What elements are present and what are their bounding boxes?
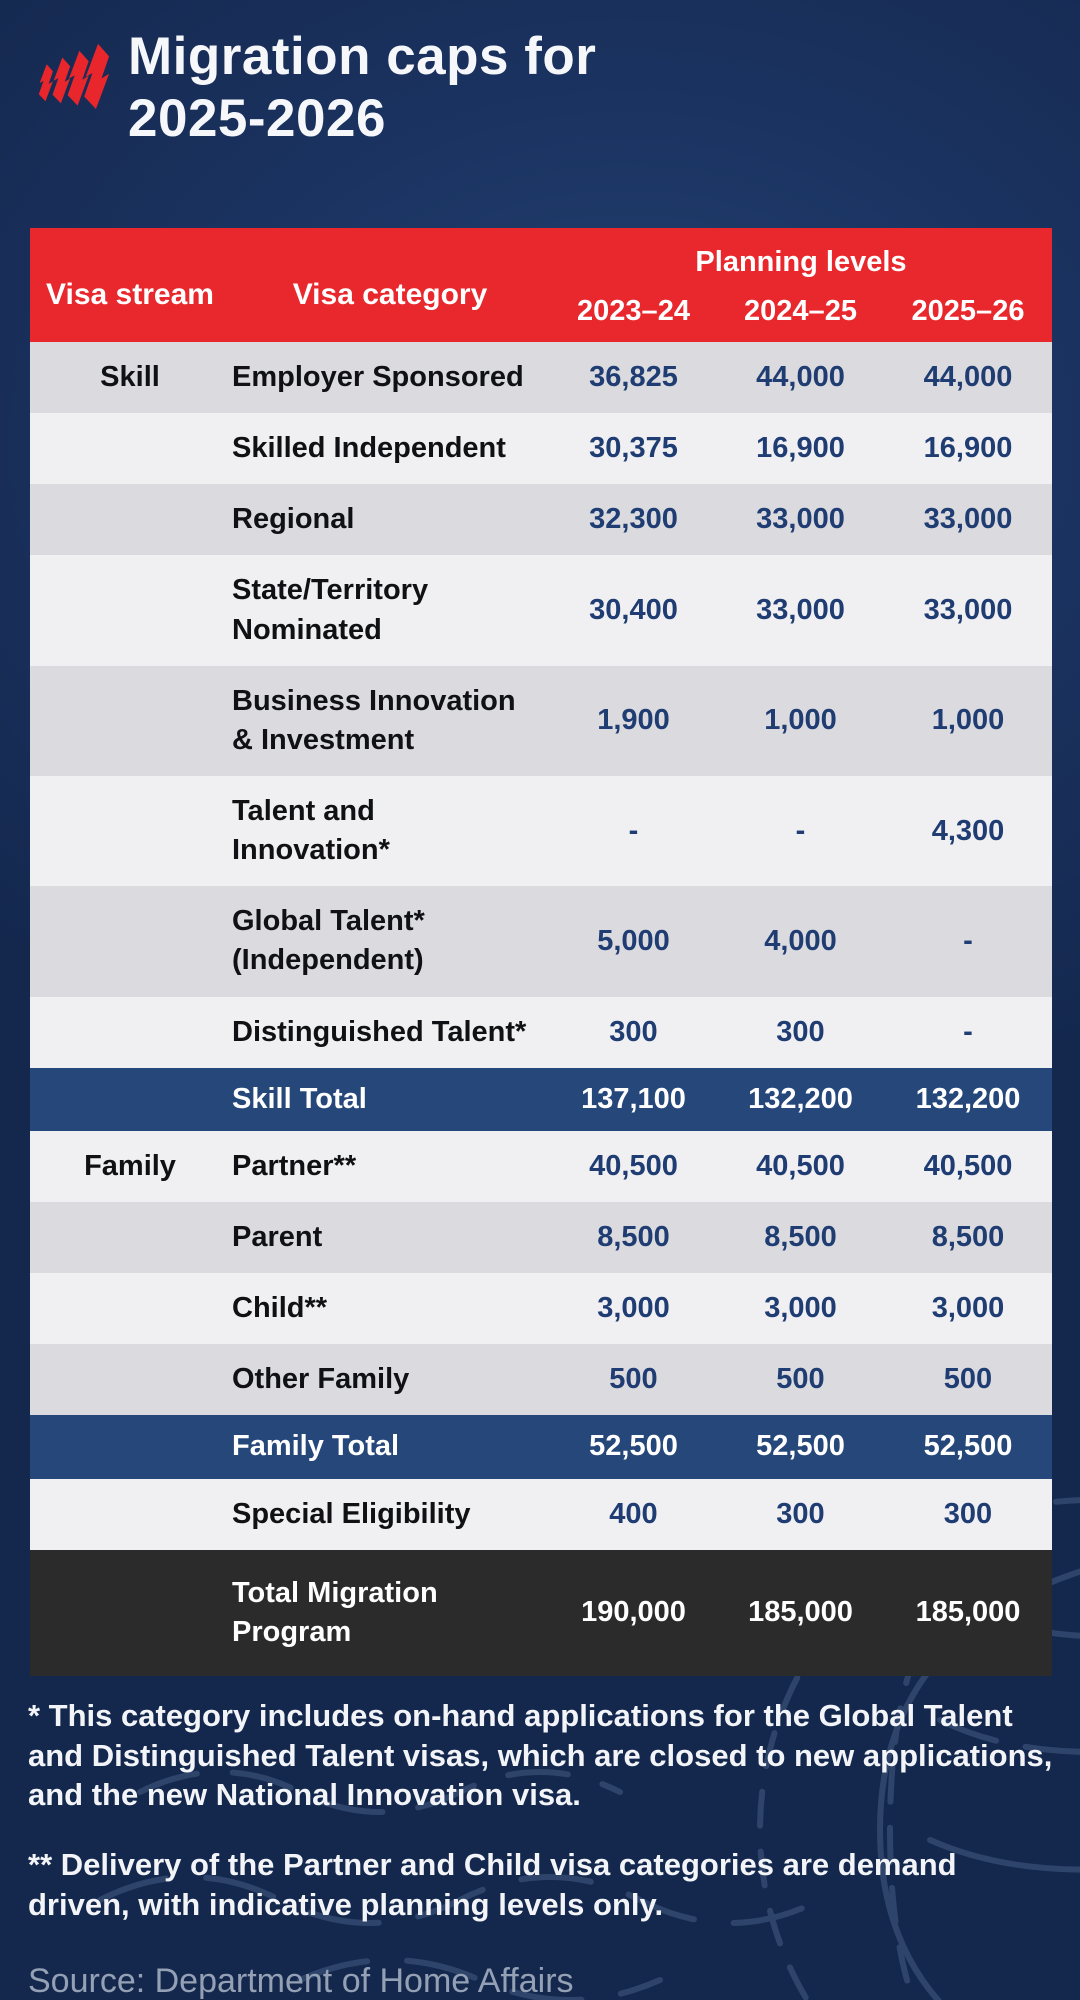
value-2023-24-cell: 400 <box>609 1497 658 1530</box>
visa-stream-cell: Family <box>84 1149 176 1182</box>
value-2024-25-cell: 1,000 <box>764 704 837 737</box>
visa-category-cell: Global Talent* (Independent) <box>232 905 425 977</box>
table-row <box>30 1479 1052 1550</box>
value-2023-24-cell: 1,900 <box>597 704 670 737</box>
value-2025-26-cell: 4,300 <box>931 814 1005 847</box>
table-row <box>30 997 1052 1068</box>
visa-category-cell: Special Eligibility <box>232 1497 471 1530</box>
col-header-visa-stream: Visa stream <box>46 277 214 311</box>
value-2025-26-cell: 185,000 <box>915 1596 1021 1629</box>
footnote-double-asterisk: ** Delivery of the Partner and Child visa categories are demand driven, with indicative planning levels only. <box>28 1847 957 1922</box>
table-row <box>30 1273 1052 1344</box>
value-2023-24-cell: 52,500 <box>589 1430 678 1463</box>
value-2025-26-cell: 132,200 <box>915 1082 1021 1115</box>
migration-caps-table <box>30 228 1052 1676</box>
page-title-line2: 2025-2026 <box>128 89 386 148</box>
value-2024-25-cell: 300 <box>776 1015 825 1048</box>
visa-category-cell: Talent and Innovation* <box>232 794 390 867</box>
table-row <box>30 413 1052 484</box>
visa-stream-cell <box>30 433 230 465</box>
visa-category-cell: Partner** <box>232 1149 357 1182</box>
visa-stream-cell <box>30 1364 230 1396</box>
masthead <box>38 26 1050 150</box>
visa-category-cell: Business Innovation & Investment <box>232 684 516 756</box>
value-2025-26-cell: 8,500 <box>931 1221 1005 1254</box>
value-2025-26-cell: 16,900 <box>923 432 1013 465</box>
table-header <box>30 228 1052 342</box>
value-2024-25-cell: 300 <box>776 1497 825 1530</box>
value-2025-26-cell: 33,000 <box>923 503 1013 536</box>
col-header-year-2023-24: 2023–24 <box>577 295 690 327</box>
table-body <box>30 342 1052 1676</box>
value-2025-26-cell: - <box>963 1015 973 1048</box>
col-header-visa-category: Visa category <box>292 277 488 311</box>
visa-stream-cell <box>30 925 230 957</box>
visa-category-cell: Skilled Independent <box>232 432 506 465</box>
footnotes-block <box>28 1696 1054 2000</box>
value-2024-25-cell: 40,500 <box>756 1149 845 1182</box>
visa-stream-cell <box>30 1597 230 1629</box>
visa-stream-cell: Skill <box>100 361 160 394</box>
visa-stream-cell <box>30 705 230 737</box>
value-2023-24-cell: 300 <box>609 1015 658 1048</box>
value-2025-26-cell: - <box>963 924 973 957</box>
table-row <box>30 886 1052 996</box>
visa-category-cell: Skill Total <box>232 1082 367 1115</box>
visa-stream-cell <box>30 1222 230 1254</box>
value-2024-25-cell: 132,200 <box>748 1082 853 1115</box>
visa-category-cell: Distinguished Talent* <box>232 1015 527 1048</box>
header-spacer <box>30 240 550 279</box>
visa-stream-cell <box>30 504 230 536</box>
value-2023-24-cell: 137,100 <box>581 1082 686 1115</box>
value-2023-24-cell: 190,000 <box>581 1596 686 1629</box>
visa-category-cell: Employer Sponsored <box>232 361 524 393</box>
visa-category-cell: Other Family <box>232 1363 410 1396</box>
visa-stream-cell <box>30 1498 230 1530</box>
value-2025-26-cell: 52,500 <box>923 1430 1013 1463</box>
value-2023-24-cell: 8,500 <box>597 1221 670 1254</box>
visa-stream-cell <box>30 1016 230 1048</box>
visa-stream-cell <box>30 595 230 627</box>
value-2024-25-cell: 44,000 <box>756 361 845 394</box>
value-2024-25-cell: 33,000 <box>756 503 845 536</box>
value-2025-26-cell: 1,000 <box>931 704 1005 737</box>
value-2023-24-cell: 30,400 <box>589 594 678 627</box>
value-2023-24-cell: 5,000 <box>597 924 670 957</box>
visa-stream-cell <box>30 1431 230 1463</box>
table-row <box>30 776 1052 886</box>
value-2025-26-cell: 500 <box>943 1363 993 1396</box>
value-2023-24-cell: - <box>628 814 639 847</box>
table-row <box>30 1202 1052 1273</box>
value-2025-26-cell: 44,000 <box>923 361 1013 394</box>
page-title <box>128 26 596 150</box>
col-header-year-2024-25: 2024–25 <box>744 295 857 327</box>
value-2024-25-cell: 8,500 <box>764 1221 837 1254</box>
value-2023-24-cell: 32,300 <box>589 503 678 536</box>
value-2024-25-cell: 4,000 <box>764 924 837 957</box>
table-row <box>30 555 1052 665</box>
value-2025-26-cell: 3,000 <box>931 1292 1005 1325</box>
planning-levels-group-header: Planning levels <box>695 246 907 278</box>
value-2024-25-cell: 500 <box>776 1363 825 1396</box>
value-2024-25-cell: 52,500 <box>756 1430 845 1463</box>
visa-category-cell: Parent <box>232 1220 323 1253</box>
visa-stream-cell <box>30 1293 230 1325</box>
table-row <box>30 1131 1052 1202</box>
value-2023-24-cell: 500 <box>609 1363 658 1396</box>
visa-stream-cell <box>30 1083 230 1115</box>
sbs-logo-icon <box>38 36 114 136</box>
value-2024-25-cell: 3,000 <box>764 1292 837 1325</box>
source-attribution: Source: Department of Home Affairs <box>28 1962 574 2000</box>
visa-category-cell: Child** <box>232 1292 328 1325</box>
value-2025-26-cell: 300 <box>943 1497 993 1530</box>
value-2024-25-cell: - <box>795 814 806 847</box>
table-row <box>30 484 1052 555</box>
visa-category-cell: Regional <box>232 503 355 536</box>
value-2023-24-cell: 3,000 <box>597 1292 670 1325</box>
footnote-asterisk: * This category includes on-hand applications for the Global Talent and Distinguished Talent visas, which are closed to new applications, and the new National Innovation visa. <box>28 1698 1053 1813</box>
visa-category-cell: State/Territory Nominated <box>232 574 429 646</box>
table-row <box>30 1068 1052 1131</box>
visa-stream-cell <box>30 815 230 847</box>
page-title-line1: Migration caps for <box>128 27 597 86</box>
col-header-year-2025-26: 2025–26 <box>911 295 1025 327</box>
table-row <box>30 1415 1052 1478</box>
value-2024-25-cell: 185,000 <box>748 1596 853 1629</box>
value-2023-24-cell: 40,500 <box>589 1149 678 1182</box>
value-2025-26-cell: 33,000 <box>923 594 1013 627</box>
table-row <box>30 1344 1052 1415</box>
value-2023-24-cell: 30,375 <box>589 432 678 465</box>
visa-category-cell: Total Migration Program <box>232 1576 438 1648</box>
value-2024-25-cell: 16,900 <box>756 432 845 465</box>
value-2023-24-cell: 36,825 <box>589 361 678 394</box>
table-row <box>30 1550 1052 1676</box>
table-row <box>30 666 1052 776</box>
visa-category-cell: Family Total <box>232 1430 400 1463</box>
value-2025-26-cell: 40,500 <box>923 1149 1013 1182</box>
value-2024-25-cell: 33,000 <box>756 594 845 627</box>
table-row <box>30 342 1052 413</box>
